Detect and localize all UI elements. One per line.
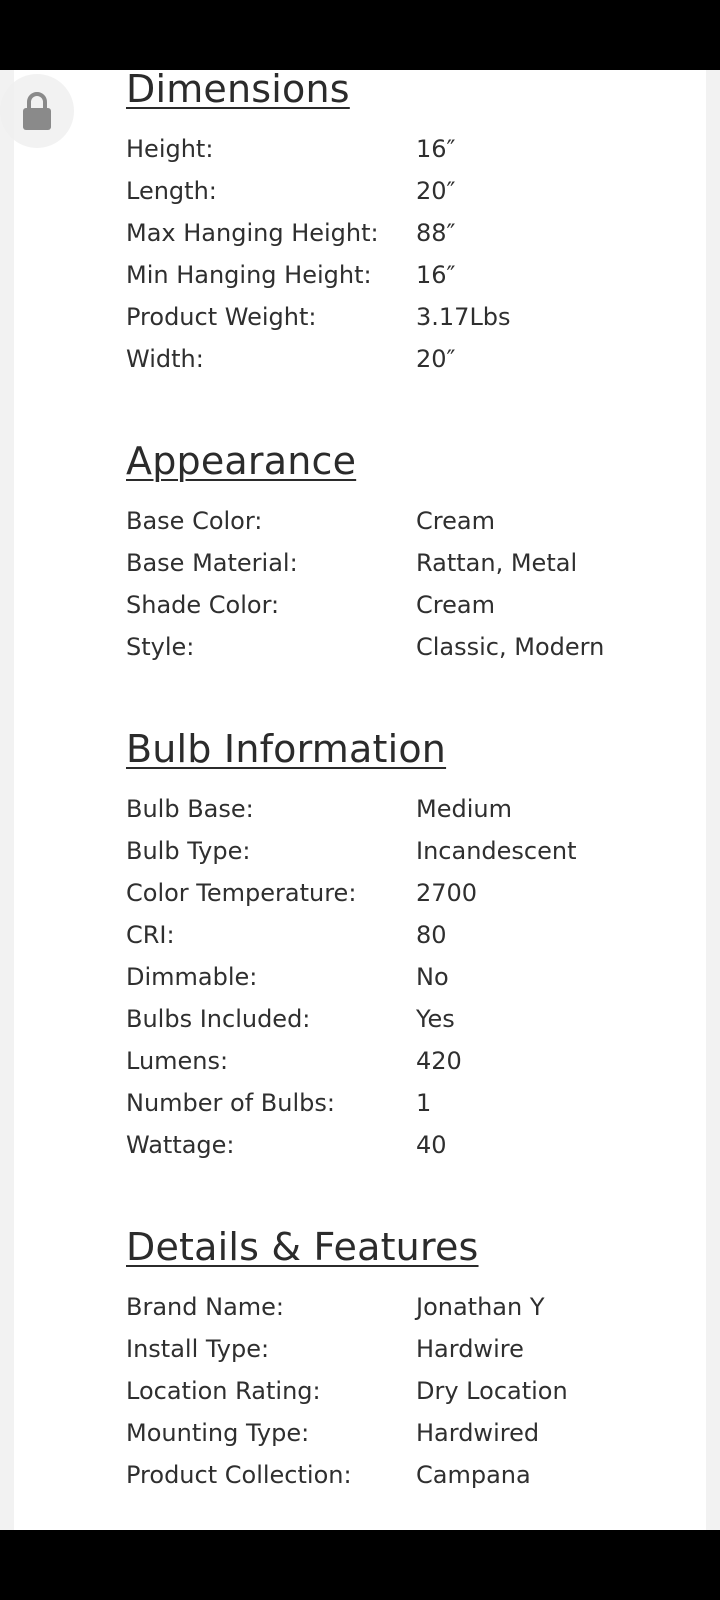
spec-label: Shade Color: bbox=[126, 591, 280, 619]
section-bulb-information bbox=[126, 726, 706, 1166]
lock-icon bbox=[21, 90, 53, 132]
spec-row bbox=[126, 212, 706, 254]
spec-label: Mounting Type: bbox=[126, 1419, 310, 1447]
spec-row bbox=[126, 296, 706, 338]
spec-value: No bbox=[416, 963, 449, 991]
spec-value: Incandescent bbox=[416, 837, 577, 865]
lock-button[interactable] bbox=[0, 74, 74, 148]
spec-row bbox=[126, 170, 706, 212]
spec-label: Product Collection: bbox=[126, 1461, 352, 1489]
spec-value: Hardwire bbox=[416, 1335, 524, 1363]
spec-value: 16″ bbox=[416, 135, 456, 163]
spec-value: Medium bbox=[416, 795, 512, 823]
spec-value: Cream bbox=[416, 507, 495, 535]
navigation-bar bbox=[0, 1530, 720, 1600]
spec-value: Hardwired bbox=[416, 1419, 540, 1447]
section-title: Dimensions bbox=[126, 70, 350, 111]
spec-value: Jonathan Y bbox=[416, 1293, 545, 1321]
spec-label: Bulb Base: bbox=[126, 795, 254, 823]
spec-value: 2700 bbox=[416, 879, 478, 907]
spec-row bbox=[126, 998, 706, 1040]
spec-row bbox=[126, 1370, 706, 1412]
spec-label: Number of Bulbs: bbox=[126, 1089, 335, 1117]
spec-row bbox=[126, 872, 706, 914]
spec-row bbox=[126, 788, 706, 830]
spec-value: 80 bbox=[416, 921, 447, 949]
product-specs-panel bbox=[14, 70, 706, 1530]
spec-row bbox=[126, 338, 706, 380]
spec-row bbox=[126, 1082, 706, 1124]
spec-label: Bulbs Included: bbox=[126, 1005, 311, 1033]
spec-value: 88″ bbox=[416, 219, 456, 247]
spec-label: CRI: bbox=[126, 921, 175, 949]
section-appearance bbox=[126, 438, 706, 668]
status-bar bbox=[0, 0, 720, 70]
spec-value: Dry Location bbox=[416, 1377, 568, 1405]
spec-label: Install Type: bbox=[126, 1335, 270, 1363]
spec-label: Bulb Type: bbox=[126, 837, 251, 865]
spec-row bbox=[126, 1286, 706, 1328]
spec-label: Base Material: bbox=[126, 549, 298, 577]
spec-value: 20″ bbox=[416, 177, 456, 205]
spec-value: 420 bbox=[416, 1047, 462, 1075]
section-title: Details & Features bbox=[126, 1225, 479, 1269]
spec-row bbox=[126, 254, 706, 296]
spec-label: Max Hanging Height: bbox=[126, 219, 379, 247]
spec-row bbox=[126, 1124, 706, 1166]
spec-value: 1 bbox=[416, 1089, 432, 1117]
spec-row bbox=[126, 1328, 706, 1370]
spec-label: Location Rating: bbox=[126, 1377, 321, 1405]
spec-label: Length: bbox=[126, 177, 217, 205]
spec-row bbox=[126, 1454, 706, 1496]
spec-label: Dimmable: bbox=[126, 963, 258, 991]
spec-row bbox=[126, 584, 706, 626]
spec-row bbox=[126, 542, 706, 584]
spec-row bbox=[126, 830, 706, 872]
spec-value: 16″ bbox=[416, 261, 456, 289]
spec-row bbox=[126, 1040, 706, 1082]
spec-label: Product Weight: bbox=[126, 303, 317, 331]
spec-value: 3.17Lbs bbox=[416, 303, 511, 331]
spec-value: 40 bbox=[416, 1131, 447, 1159]
spec-value: Yes bbox=[416, 1005, 455, 1033]
spec-row bbox=[126, 500, 706, 542]
page-viewport[interactable] bbox=[0, 70, 720, 1530]
spec-value: Classic, Modern bbox=[416, 633, 605, 661]
spec-label: Height: bbox=[126, 135, 214, 163]
spec-label: Base Color: bbox=[126, 507, 263, 535]
spec-label: Width: bbox=[126, 345, 204, 373]
spec-label: Lumens: bbox=[126, 1047, 229, 1075]
section-title: Bulb Information bbox=[126, 727, 447, 771]
spec-row bbox=[126, 956, 706, 998]
spec-row bbox=[126, 1412, 706, 1454]
section-title: Appearance bbox=[126, 439, 357, 483]
section-dimensions bbox=[126, 70, 706, 380]
spec-label: Brand Name: bbox=[126, 1293, 285, 1321]
spec-label: Wattage: bbox=[126, 1131, 235, 1159]
section-details-features bbox=[126, 1224, 706, 1496]
spec-row bbox=[126, 128, 706, 170]
spec-value: Cream bbox=[416, 591, 495, 619]
spec-label: Style: bbox=[126, 633, 195, 661]
spec-row bbox=[126, 626, 706, 668]
spec-value: Campana bbox=[416, 1461, 531, 1489]
spec-label: Color Temperature: bbox=[126, 879, 357, 907]
spec-sections bbox=[126, 70, 706, 1496]
spec-value: 20″ bbox=[416, 345, 456, 373]
spec-value: Rattan, Metal bbox=[416, 549, 578, 577]
spec-row bbox=[126, 914, 706, 956]
spec-label: Min Hanging Height: bbox=[126, 261, 372, 289]
